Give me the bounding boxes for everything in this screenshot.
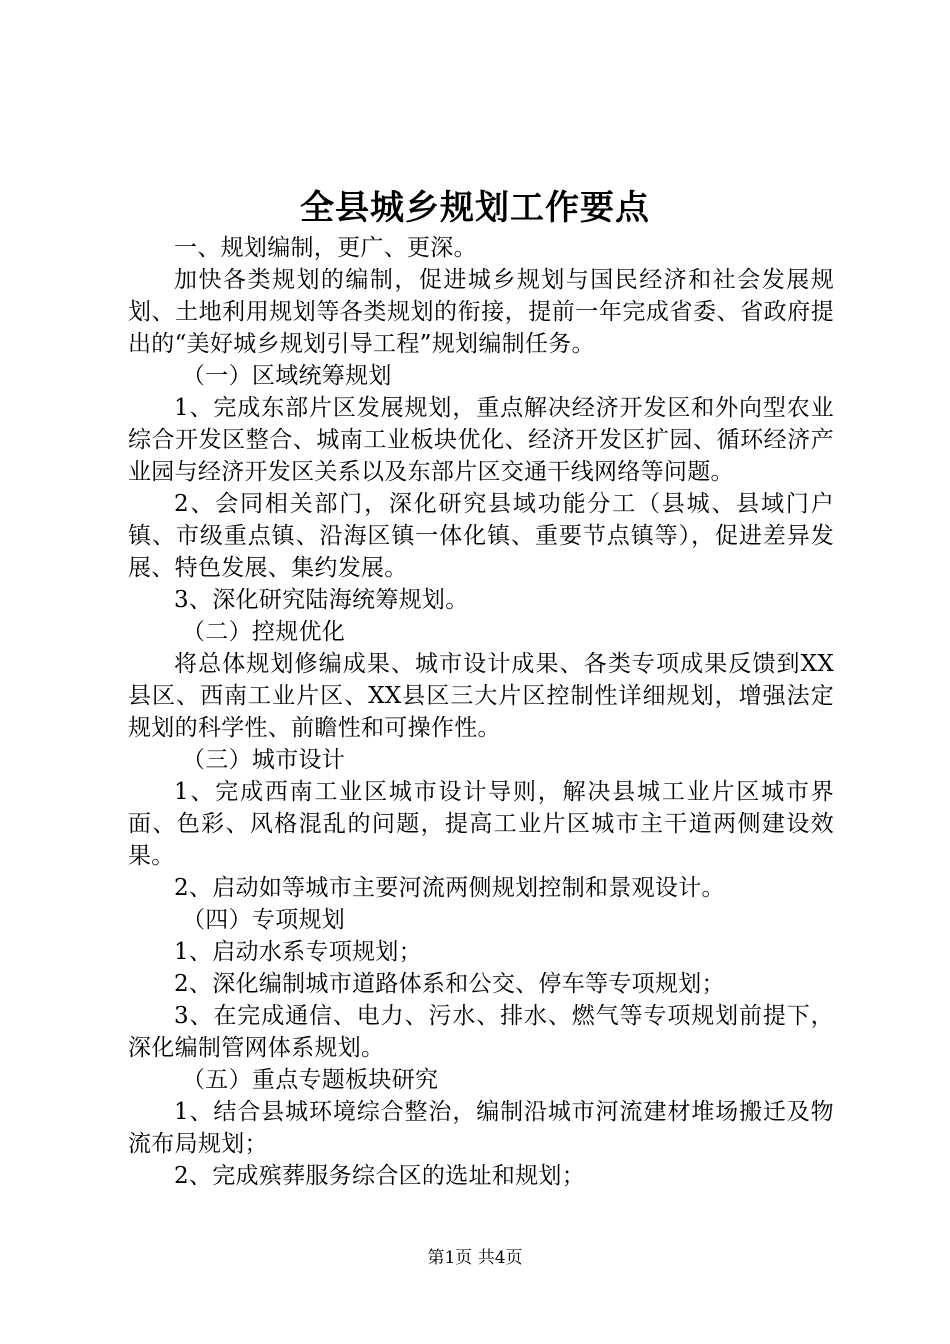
paragraph: 1、完成西南工业区城市设计导则，解决县城工业片区城市界面、色彩、风格混乱的问题，提高工业片区城市主干道两侧建设效果。 (128, 779, 834, 869)
paragraph: 3、在完成通信、电力、污水、排水、燃气等专项规划前提下，深化编制管网体系规划。 (128, 1003, 834, 1061)
paragraph: （二）控规优化 (182, 619, 346, 645)
document-body (128, 232, 834, 1192)
paragraph: 1、完成东部片区发展规划，重点解决经济开发区和外向型农业综合开发区整合、城南工业板块优化、经济开发区扩园、循环经济产业园与经济开发区关系以及东部片区交通干线网络等问题。 (128, 395, 834, 485)
paragraph: 1、启动水系专项规划； (174, 939, 422, 965)
paragraph: 1、结合县城环境综合整治，编制沿城市河流建材堆场搬迁及物流布局规划； (128, 1099, 834, 1157)
paragraph: （四）专项规划 (182, 907, 346, 933)
page-footer: 第1页 共4页 (427, 1248, 523, 1268)
paragraph: 加快各类规划的编制，促进城乡规划与国民经济和社会发展规划、土地利用规划等各类规划的衔接，提前一年完成省委、省政府提出的“美好城乡规划引导工程”规划编制任务。 (128, 267, 834, 357)
paragraph: （五）重点专题板块研究 (182, 1067, 439, 1093)
document-title: 全县城乡规划工作要点 (300, 188, 650, 228)
paragraph: 3、深化研究陆海统筹规划。 (174, 587, 469, 613)
paragraph: 2、会同相关部门，深化研究县域功能分工（县城、县域门户镇、市级重点镇、沿海区镇一体化镇、重要节点镇等），促进差异发展、特色发展、集约发展。 (128, 491, 834, 581)
paragraph: （一）区域统筹规划 (182, 363, 392, 389)
paragraph: 2、完成殡葬服务综合区的选址和规划； (174, 1163, 586, 1189)
paragraph: （三）城市设计 (182, 747, 346, 773)
paragraph: 2、深化编制城市道路体系和公交、停车等专项规划； (174, 971, 725, 997)
paragraph: 一、规划编制，更广、更深。 (174, 235, 477, 261)
paragraph: 将总体规划修编成果、城市设计成果、各类专项成果反馈到XX县区、西南工业片区、XX县区三大片区控制性详细规划，增强法定规划的科学性、前瞻性和可操作性。 (128, 651, 834, 741)
paragraph: 2、启动如等城市主要河流两侧规划控制和景观设计。 (174, 875, 725, 901)
